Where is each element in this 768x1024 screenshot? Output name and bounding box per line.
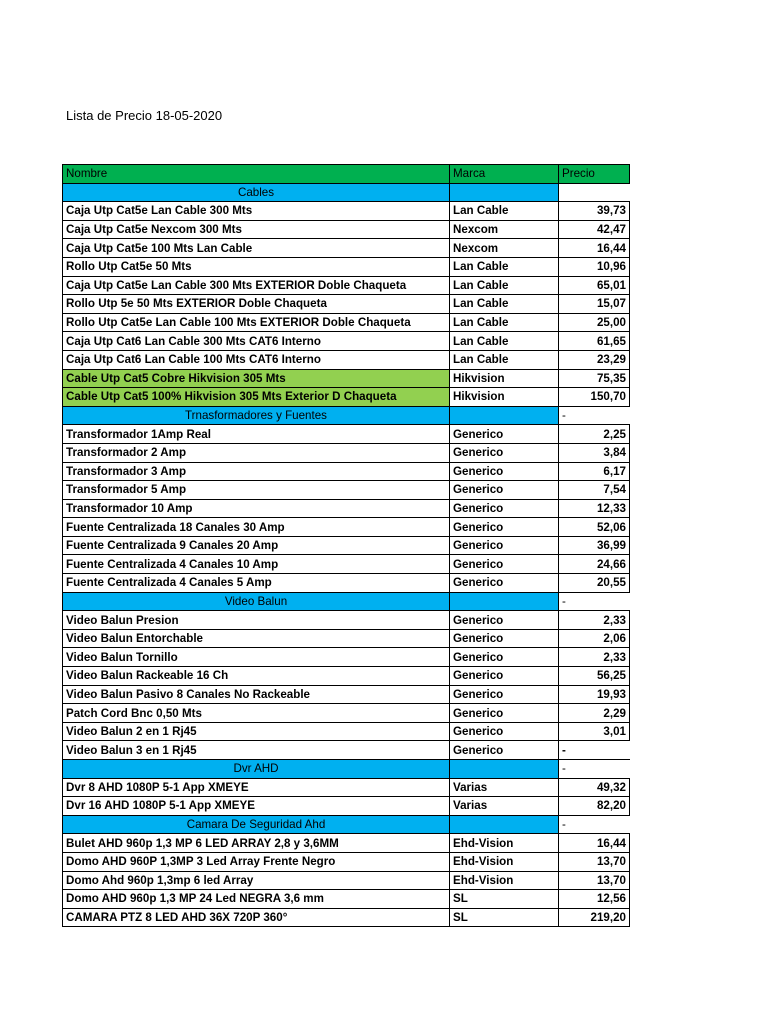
product-name-cell[interactable]: Transformador 10 Amp xyxy=(63,499,450,518)
brand-cell[interactable] xyxy=(450,183,559,202)
table-row xyxy=(63,276,630,295)
price-cell[interactable]: 2,33 xyxy=(559,611,630,630)
table-row xyxy=(63,871,630,890)
product-name-cell[interactable]: Caja Utp Cat5e Lan Cable 300 Mts xyxy=(63,202,450,221)
product-name-cell[interactable]: Cable Utp Cat5 Cobre Hikvision 305 Mts xyxy=(63,369,450,388)
product-name-cell[interactable]: Domo Ahd 960p 1,3mp 6 led Array xyxy=(63,871,450,890)
price-cell[interactable] xyxy=(559,183,630,202)
table-row xyxy=(63,834,630,853)
brand-cell[interactable] xyxy=(450,592,559,611)
table-row xyxy=(63,629,630,648)
product-name-cell[interactable]: Fuente Centralizada 18 Canales 30 Amp xyxy=(63,518,450,537)
table-row xyxy=(63,611,630,630)
brand-cell[interactable]: Varias xyxy=(450,778,559,797)
brand-cell[interactable]: Generico xyxy=(450,462,559,481)
product-name-cell[interactable]: Video Balun Pasivo 8 Canales No Rackeable xyxy=(63,685,450,704)
brand-cell[interactable]: Generico xyxy=(450,555,559,574)
price-cell[interactable]: 20,55 xyxy=(559,574,630,593)
brand-cell[interactable]: Generico xyxy=(450,685,559,704)
price-cell[interactable]: 3,01 xyxy=(559,722,630,741)
brand-cell[interactable]: Ehd-Vision xyxy=(450,871,559,890)
product-name-cell[interactable]: Transformador 5 Amp xyxy=(63,481,450,500)
brand-cell[interactable]: Ehd-Vision xyxy=(450,852,559,871)
table-row xyxy=(63,648,630,667)
table-row xyxy=(63,778,630,797)
brand-cell[interactable]: Generico xyxy=(450,425,559,444)
product-name-cell[interactable]: Caja Utp Cat6 Lan Cable 100 Mts CAT6 Interno xyxy=(63,350,450,369)
product-name-cell[interactable]: Caja Utp Cat5e 100 Mts Lan Cable xyxy=(63,239,450,258)
table-row xyxy=(63,425,630,444)
price-cell[interactable]: 24,66 xyxy=(559,555,630,574)
table-row xyxy=(63,555,630,574)
category-row xyxy=(63,592,630,611)
price-list-table xyxy=(62,164,630,927)
brand-cell[interactable]: Lan Cable xyxy=(450,257,559,276)
product-name-cell[interactable]: Transformador 2 Amp xyxy=(63,443,450,462)
price-cell[interactable]: 65,01 xyxy=(559,276,630,295)
price-cell[interactable]: 52,06 xyxy=(559,518,630,537)
price-cell[interactable]: 61,65 xyxy=(559,332,630,351)
price-cell[interactable]: 16,44 xyxy=(559,239,630,258)
price-cell[interactable]: - xyxy=(559,741,630,760)
product-name-cell[interactable]: Bulet AHD 960p 1,3 MP 6 LED ARRAY 2,8 y 3,6MM xyxy=(63,834,450,853)
brand-cell[interactable]: Nexcom xyxy=(450,239,559,258)
brand-cell[interactable]: Lan Cable xyxy=(450,202,559,221)
product-name-cell[interactable]: Video Balun Tornillo xyxy=(63,648,450,667)
price-cell[interactable]: 12,33 xyxy=(559,499,630,518)
brand-cell[interactable] xyxy=(450,815,559,834)
table-row xyxy=(63,536,630,555)
brand-cell[interactable]: SL xyxy=(450,908,559,927)
category-name-cell[interactable]: Trnasformadores y Fuentes xyxy=(63,406,450,425)
brand-cell[interactable]: Lan Cable xyxy=(450,295,559,314)
brand-cell[interactable] xyxy=(450,760,559,779)
price-cell[interactable]: 15,07 xyxy=(559,295,630,314)
category-row xyxy=(63,183,630,202)
table-row xyxy=(63,220,630,239)
table-row xyxy=(63,369,630,388)
table-row xyxy=(63,202,630,221)
table-row xyxy=(63,481,630,500)
brand-cell[interactable]: Generico xyxy=(450,611,559,630)
category-name-cell[interactable]: Video Balun xyxy=(63,592,450,611)
product-name-cell[interactable]: Fuente Centralizada 4 Canales 10 Amp xyxy=(63,555,450,574)
price-cell[interactable]: 56,25 xyxy=(559,667,630,686)
brand-cell[interactable]: Generico xyxy=(450,667,559,686)
header-price-cell[interactable]: Precio xyxy=(559,165,630,184)
price-cell[interactable]: 2,33 xyxy=(559,648,630,667)
price-cell[interactable]: 3,84 xyxy=(559,443,630,462)
brand-cell[interactable]: Generico xyxy=(450,629,559,648)
price-cell[interactable]: 16,44 xyxy=(559,834,630,853)
price-cell[interactable]: - xyxy=(559,592,630,611)
category-row xyxy=(63,406,630,425)
table-row xyxy=(63,890,630,909)
product-name-cell[interactable]: Domo AHD 960P 1,3MP 3 Led Array Frente Negro xyxy=(63,852,450,871)
brand-cell[interactable]: Generico xyxy=(450,518,559,537)
table-row xyxy=(63,908,630,927)
brand-cell[interactable]: Hikvision xyxy=(450,388,559,407)
table-row xyxy=(63,722,630,741)
category-name-cell[interactable]: Cables xyxy=(63,183,450,202)
table-row xyxy=(63,574,630,593)
table-row xyxy=(63,295,630,314)
brand-cell[interactable]: Generico xyxy=(450,704,559,723)
product-name-cell[interactable]: Domo AHD 960p 1,3 MP 24 Led NEGRA 3,6 mm xyxy=(63,890,450,909)
price-cell[interactable]: - xyxy=(559,406,630,425)
table-header-row xyxy=(63,165,630,184)
brand-cell[interactable]: Hikvision xyxy=(450,369,559,388)
brand-cell[interactable]: Lan Cable xyxy=(450,350,559,369)
price-cell[interactable]: 2,06 xyxy=(559,629,630,648)
product-name-cell[interactable]: Video Balun 3 en 1 Rj45 xyxy=(63,741,450,760)
price-cell[interactable]: 36,99 xyxy=(559,536,630,555)
category-name-cell[interactable]: Camara De Seguridad Ahd xyxy=(63,815,450,834)
price-cell[interactable]: 23,29 xyxy=(559,350,630,369)
product-name-cell[interactable]: Fuente Centralizada 9 Canales 20 Amp xyxy=(63,536,450,555)
table-row xyxy=(63,239,630,258)
brand-cell[interactable]: Generico xyxy=(450,499,559,518)
product-name-cell[interactable]: Caja Utp Cat6 Lan Cable 300 Mts CAT6 Interno xyxy=(63,332,450,351)
brand-cell[interactable]: Generico xyxy=(450,648,559,667)
price-cell[interactable]: 6,17 xyxy=(559,462,630,481)
brand-cell[interactable]: Varias xyxy=(450,797,559,816)
price-cell[interactable]: 19,93 xyxy=(559,685,630,704)
table-row xyxy=(63,704,630,723)
price-cell[interactable]: 7,54 xyxy=(559,481,630,500)
brand-cell[interactable]: Lan Cable xyxy=(450,276,559,295)
price-cell[interactable]: - xyxy=(559,815,630,834)
table-row xyxy=(63,518,630,537)
price-cell[interactable]: - xyxy=(559,760,630,779)
header-name-cell[interactable]: Nombre xyxy=(63,165,450,184)
table-row xyxy=(63,350,630,369)
product-name-cell[interactable]: Video Balun Entorchable xyxy=(63,629,450,648)
table-row xyxy=(63,462,630,481)
price-cell[interactable]: 39,73 xyxy=(559,202,630,221)
price-cell[interactable]: 13,70 xyxy=(559,852,630,871)
brand-cell[interactable]: Generico xyxy=(450,574,559,593)
product-name-cell[interactable]: Rollo Utp Cat5e 50 Mts xyxy=(63,257,450,276)
price-cell[interactable]: 2,29 xyxy=(559,704,630,723)
product-name-cell[interactable]: Caja Utp Cat5e Nexcom 300 Mts xyxy=(63,220,450,239)
price-cell[interactable]: 150,70 xyxy=(559,388,630,407)
table-row xyxy=(63,499,630,518)
product-name-cell[interactable]: CAMARA PTZ 8 LED AHD 36X 720P 360° xyxy=(63,908,450,927)
brand-cell[interactable]: Generico xyxy=(450,481,559,500)
brand-cell[interactable]: Ehd-Vision xyxy=(450,834,559,853)
price-cell[interactable]: 2,25 xyxy=(559,425,630,444)
brand-cell[interactable]: Generico xyxy=(450,536,559,555)
product-name-cell[interactable]: Caja Utp Cat5e Lan Cable 300 Mts EXTERIOR Doble Chaqueta xyxy=(63,276,450,295)
price-cell[interactable]: 12,56 xyxy=(559,890,630,909)
table-row xyxy=(63,852,630,871)
table-row xyxy=(63,741,630,760)
product-name-cell[interactable]: Cable Utp Cat5 100% Hikvision 305 Mts Exterior D Chaqueta xyxy=(63,388,450,407)
table-row xyxy=(63,443,630,462)
table-row xyxy=(63,685,630,704)
price-cell[interactable]: 75,35 xyxy=(559,369,630,388)
brand-cell[interactable]: Generico xyxy=(450,741,559,760)
brand-cell[interactable]: Lan Cable xyxy=(450,332,559,351)
product-name-cell[interactable]: Rollo Utp Cat5e Lan Cable 100 Mts EXTERIOR Doble Chaqueta xyxy=(63,313,450,332)
price-cell[interactable]: 42,47 xyxy=(559,220,630,239)
product-name-cell[interactable]: Dvr 16 AHD 1080P 5-1 App XMEYE xyxy=(63,797,450,816)
table-row xyxy=(63,667,630,686)
price-cell[interactable]: 10,96 xyxy=(559,257,630,276)
brand-cell[interactable]: Lan Cable xyxy=(450,313,559,332)
brand-cell[interactable]: Generico xyxy=(450,722,559,741)
product-name-cell[interactable]: Dvr 8 AHD 1080P 5-1 App XMEYE xyxy=(63,778,450,797)
product-name-cell[interactable]: Transformador 3 Amp xyxy=(63,462,450,481)
brand-cell[interactable]: SL xyxy=(450,890,559,909)
product-name-cell[interactable]: Transformador 1Amp Real xyxy=(63,425,450,444)
product-name-cell[interactable]: Video Balun Presion xyxy=(63,611,450,630)
price-cell[interactable]: 82,20 xyxy=(559,797,630,816)
table-row xyxy=(63,257,630,276)
category-row xyxy=(63,815,630,834)
category-row xyxy=(63,760,630,779)
product-name-cell[interactable]: Rollo Utp 5e 50 Mts EXTERIOR Doble Chaqueta xyxy=(63,295,450,314)
product-name-cell[interactable]: Video Balun Rackeable 16 Ch xyxy=(63,667,450,686)
table-row xyxy=(63,313,630,332)
category-name-cell[interactable]: Dvr AHD xyxy=(63,760,450,779)
product-name-cell[interactable]: Video Balun 2 en 1 Rj45 xyxy=(63,722,450,741)
table-row xyxy=(63,388,630,407)
brand-cell[interactable] xyxy=(450,406,559,425)
price-cell[interactable]: 219,20 xyxy=(559,908,630,927)
table-row xyxy=(63,797,630,816)
price-cell[interactable]: 49,32 xyxy=(559,778,630,797)
header-brand-cell[interactable]: Marca xyxy=(450,165,559,184)
product-name-cell[interactable]: Patch Cord Bnc 0,50 Mts xyxy=(63,704,450,723)
price-cell[interactable]: 13,70 xyxy=(559,871,630,890)
brand-cell[interactable]: Generico xyxy=(450,443,559,462)
table-row xyxy=(63,332,630,351)
brand-cell[interactable]: Nexcom xyxy=(450,220,559,239)
price-cell[interactable]: 25,00 xyxy=(559,313,630,332)
document-title: Lista de Precio 18-05-2020 xyxy=(66,108,223,123)
product-name-cell[interactable]: Fuente Centralizada 4 Canales 5 Amp xyxy=(63,574,450,593)
